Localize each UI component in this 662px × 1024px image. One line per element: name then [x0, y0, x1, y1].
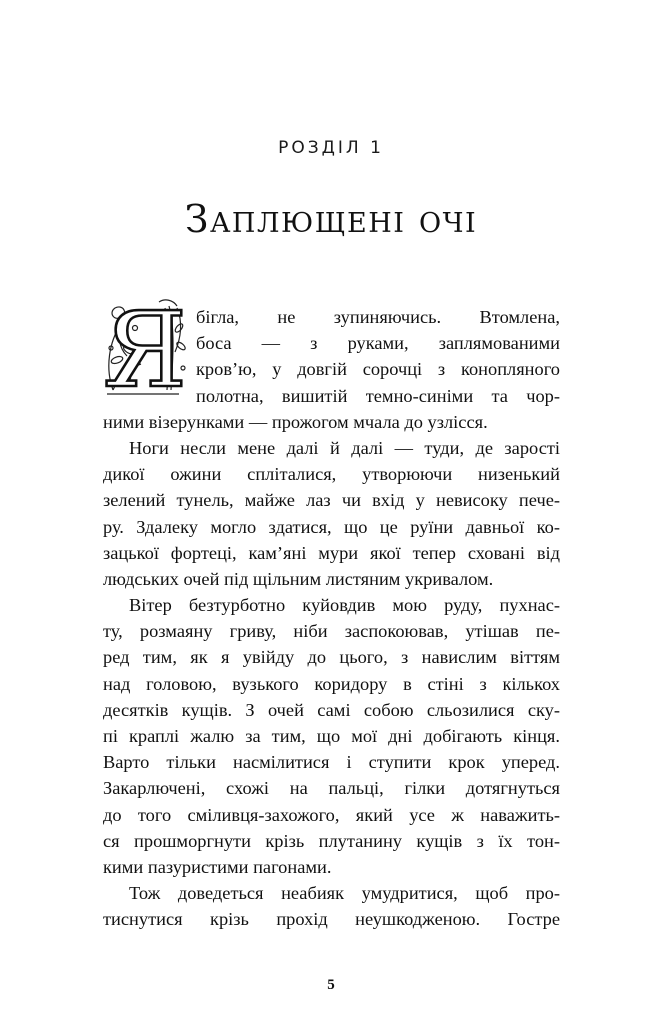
text-line: тиснутися крізь прохід неушкодженою. Гостре — [103, 909, 560, 930]
dropcap-letter: Я — [103, 298, 187, 398]
text-line: зацької фортеці, кам’яні мури якої тепер сховані від — [103, 542, 560, 563]
text-line: бігла, не зупиняючись. Втомлена, — [196, 307, 560, 327]
text-line: Вітер безтурботно куйовдив мою руду, пухнас- — [129, 595, 560, 616]
text-line: ся прошморгнути крізь плутанину кущів з їх тон- — [103, 830, 560, 851]
text-line: Варто тільки насмілитися і ступити крок уперед. — [103, 752, 560, 773]
text-line: над головою, вузького коридору в стіні з кількох — [103, 673, 560, 694]
body-text — [103, 298, 560, 933]
text-line: Закарлючені, схожі на пальці, гілки дотягнуться — [103, 778, 560, 799]
text-line: дикої ожини спліталися, утворюючи низенький — [103, 464, 560, 485]
text-line: десятків кущів. З очей самі собою сльозилися ску- — [103, 699, 560, 720]
text-line: кими пазуристими пагонами. — [103, 856, 332, 877]
text-line: Ноги несли мене далі й далі — туди, де зарості — [129, 437, 560, 458]
paragraph-4 — [103, 880, 560, 932]
text-line: до того сміливця-захожого, який усе ж наважить- — [103, 804, 560, 825]
text-line: Тож доведеться неабияк умудритися, щоб про- — [129, 883, 560, 904]
text-line: ред тим, як я увійду до цього, з навислим віттям — [103, 647, 560, 668]
text-line: боса — з руками, заплямованими — [196, 333, 560, 354]
dropcap-ornament — [99, 298, 187, 398]
page-number: 5 — [327, 977, 335, 993]
text-line: людських очей під щільним листяним укривалом. — [103, 568, 494, 589]
text-line: ру. Здалеку могло здатися, що це руїни давньої ко- — [103, 516, 560, 537]
text-line: пі краплі жалю за тим, що мої дні добігають кінця. — [103, 726, 560, 746]
text-line: ними візерунками — прожогом мчала до узлісся. — [103, 411, 488, 432]
text-line: полотна, вишитій темно-синіми та чор- — [196, 385, 560, 406]
text-line: ту, розмаяну гриву, ніби заспокоював, утішав пе- — [103, 621, 560, 642]
paragraph-2 — [103, 435, 560, 592]
text-line: зелений тунель, майже лаз чи вхід у невисоку пече- — [103, 490, 560, 511]
chapter-title: Заплющені очі — [184, 197, 478, 242]
text-line: кров’ю, у довгій сорочці з конопляного — [196, 359, 560, 380]
chapter-label: РОЗДІЛ 1 — [278, 138, 384, 158]
paragraph-3 — [103, 592, 560, 880]
